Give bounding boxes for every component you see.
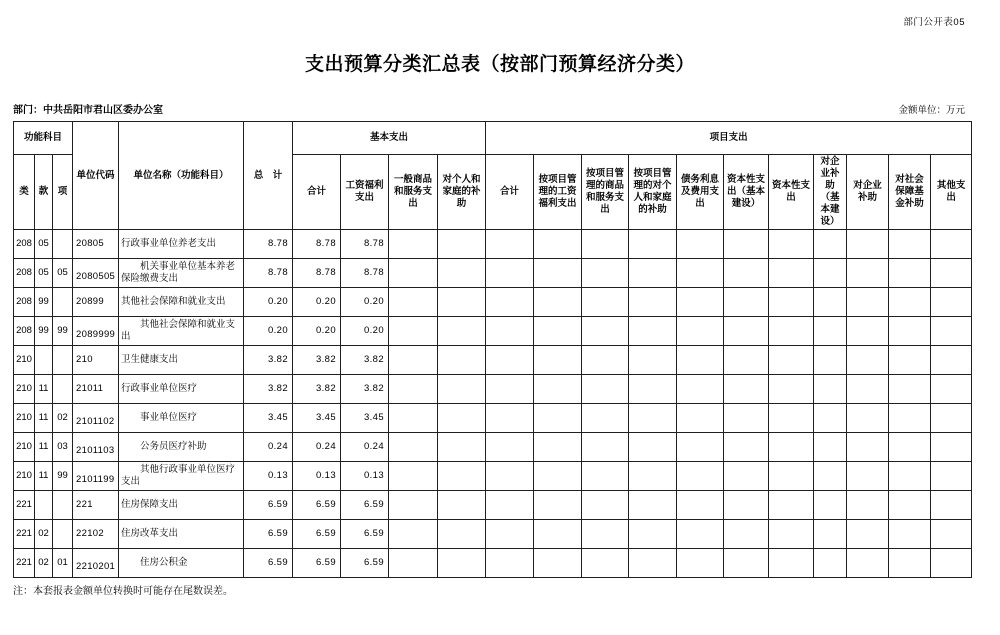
header-row-groups: [14, 122, 972, 155]
header-section: 款: [35, 155, 53, 230]
cell-basic-3: [438, 520, 486, 549]
cell-project-1: [534, 317, 582, 346]
cell-basic-3: [438, 433, 486, 462]
cell-project-3: [629, 375, 677, 404]
cell-unit-code: 21011: [73, 375, 119, 404]
cell-project-7: [814, 375, 847, 404]
cell-project-10: [931, 433, 972, 462]
cell-unit-name: 行政事业单位养老支出: [119, 230, 244, 259]
cell-project-4: [677, 259, 724, 288]
cell-project-9: [889, 346, 931, 375]
cell-basic-2: [389, 230, 438, 259]
cell-project-8: [847, 462, 889, 491]
header-item: 项: [53, 155, 73, 230]
cell-project-5: [724, 230, 769, 259]
cell-project-4: [677, 230, 724, 259]
cell-item: [53, 520, 73, 549]
cell-total: 6.59: [244, 549, 293, 578]
header-basic-wage: 工资福利支出: [341, 155, 389, 230]
cell-project-5: [724, 317, 769, 346]
cell-project-0: [486, 259, 534, 288]
cell-project-7: [814, 491, 847, 520]
cell-project-6: [769, 462, 814, 491]
cell-basic-1: 3.82: [341, 375, 389, 404]
cell-project-6: [769, 346, 814, 375]
header-class: 类: [14, 155, 35, 230]
cell-basic-2: [389, 375, 438, 404]
cell-unit-code: 2080505: [73, 259, 119, 288]
cell-project-1: [534, 288, 582, 317]
cell-project-6: [769, 230, 814, 259]
table-row: [14, 404, 972, 433]
cell-unit-name: 住房公积金: [119, 549, 244, 578]
cell-project-0: [486, 520, 534, 549]
header-func-group: 功能科目: [14, 122, 73, 155]
cell-project-3: [629, 520, 677, 549]
table-row: [14, 491, 972, 520]
cell-project-2: [582, 462, 629, 491]
cell-basic-0: 8.78: [293, 230, 341, 259]
cell-project-9: [889, 230, 931, 259]
cell-project-1: [534, 462, 582, 491]
cell-project-5: [724, 288, 769, 317]
cell-unit-code: 2101103: [73, 433, 119, 462]
cell-basic-1: 6.59: [341, 491, 389, 520]
cell-project-1: [534, 404, 582, 433]
cell-project-8: [847, 404, 889, 433]
cell-basic-3: [438, 230, 486, 259]
cell-basic-1: 3.45: [341, 404, 389, 433]
cell-section: 99: [35, 317, 53, 346]
cell-project-8: [847, 491, 889, 520]
cell-project-8: [847, 317, 889, 346]
cell-project-6: [769, 549, 814, 578]
cell-unit-code: 20805: [73, 230, 119, 259]
cell-class: 210: [14, 433, 35, 462]
doc-label: 部门公开表05: [903, 17, 965, 28]
cell-project-8: [847, 259, 889, 288]
cell-basic-2: [389, 404, 438, 433]
cell-basic-0: 3.45: [293, 404, 341, 433]
cell-class: 208: [14, 230, 35, 259]
cell-project-2: [582, 317, 629, 346]
header-project-goods: 按项目管理的商品和服务支出: [582, 155, 629, 230]
cell-project-3: [629, 404, 677, 433]
cell-project-3: [629, 346, 677, 375]
cell-project-10: [931, 375, 972, 404]
cell-project-9: [889, 433, 931, 462]
cell-project-4: [677, 317, 724, 346]
cell-project-4: [677, 346, 724, 375]
cell-basic-2: [389, 288, 438, 317]
cell-item: [53, 230, 73, 259]
cell-project-3: [629, 433, 677, 462]
cell-section: 05: [35, 259, 53, 288]
cell-item: 03: [53, 433, 73, 462]
cell-basic-0: 6.59: [293, 549, 341, 578]
cell-unit-code: 2101199: [73, 462, 119, 491]
cell-section: 11: [35, 433, 53, 462]
cell-item: 05: [53, 259, 73, 288]
cell-project-10: [931, 520, 972, 549]
cell-unit-name: 卫生健康支出: [119, 346, 244, 375]
cell-basic-1: 8.78: [341, 230, 389, 259]
cell-project-2: [582, 491, 629, 520]
cell-basic-1: 0.13: [341, 462, 389, 491]
cell-unit-code: 2089999: [73, 317, 119, 346]
header-project-wage: 按项目管理的工资福利支出: [534, 155, 582, 230]
cell-unit-name: 其他社会保障和就业支出: [119, 317, 244, 346]
cell-project-7: [814, 404, 847, 433]
cell-total: 3.82: [244, 346, 293, 375]
cell-project-0: [486, 433, 534, 462]
cell-basic-0: 0.20: [293, 288, 341, 317]
cell-project-4: [677, 433, 724, 462]
cell-class: 210: [14, 346, 35, 375]
cell-basic-0: 3.82: [293, 346, 341, 375]
header-project-social-security: 对社会保障基金补助: [889, 155, 931, 230]
cell-project-2: [582, 375, 629, 404]
cell-unit-name: 住房改革支出: [119, 520, 244, 549]
cell-project-6: [769, 375, 814, 404]
cell-item: [53, 288, 73, 317]
cell-project-5: [724, 375, 769, 404]
cell-project-7: [814, 520, 847, 549]
cell-total: 6.59: [244, 491, 293, 520]
cell-section: 11: [35, 404, 53, 433]
cell-project-4: [677, 549, 724, 578]
cell-basic-1: 8.78: [341, 259, 389, 288]
cell-section: 99: [35, 288, 53, 317]
cell-class: 210: [14, 404, 35, 433]
cell-basic-2: [389, 491, 438, 520]
cell-project-2: [582, 288, 629, 317]
cell-project-10: [931, 491, 972, 520]
header-basic-group: 基本支出: [293, 122, 486, 155]
cell-project-9: [889, 520, 931, 549]
cell-class: 208: [14, 259, 35, 288]
cell-basic-3: [438, 346, 486, 375]
cell-unit-name: 事业单位医疗: [119, 404, 244, 433]
cell-total: 0.24: [244, 433, 293, 462]
cell-basic-1: 0.24: [341, 433, 389, 462]
cell-section: 05: [35, 230, 53, 259]
cell-project-7: [814, 259, 847, 288]
table-row: [14, 346, 972, 375]
cell-project-9: [889, 491, 931, 520]
cell-project-6: [769, 288, 814, 317]
cell-basic-3: [438, 549, 486, 578]
cell-basic-3: [438, 288, 486, 317]
cell-project-8: [847, 288, 889, 317]
meta-row: [13, 101, 965, 116]
header-project-subtotal: 合计: [486, 155, 534, 230]
cell-unit-code: 2210201: [73, 549, 119, 578]
cell-section: 02: [35, 520, 53, 549]
header-basic-goods: 一般商品和服务支出: [389, 155, 438, 230]
cell-section: 11: [35, 375, 53, 404]
cell-item: [53, 346, 73, 375]
cell-project-4: [677, 520, 724, 549]
cell-basic-0: 0.24: [293, 433, 341, 462]
cell-project-10: [931, 549, 972, 578]
cell-basic-1: 0.20: [341, 317, 389, 346]
cell-project-6: [769, 433, 814, 462]
cell-basic-2: [389, 549, 438, 578]
cell-project-1: [534, 346, 582, 375]
header-basic-personal: 对个人和家庭的补助: [438, 155, 486, 230]
cell-project-1: [534, 549, 582, 578]
cell-basic-1: 3.82: [341, 346, 389, 375]
cell-basic-1: 6.59: [341, 520, 389, 549]
cell-class: 210: [14, 462, 35, 491]
cell-project-9: [889, 259, 931, 288]
cell-total: 3.82: [244, 375, 293, 404]
cell-project-9: [889, 549, 931, 578]
cell-project-2: [582, 346, 629, 375]
table-row: [14, 375, 972, 404]
cell-basic-2: [389, 520, 438, 549]
table-row: [14, 317, 972, 346]
cell-project-3: [629, 230, 677, 259]
cell-project-10: [931, 230, 972, 259]
cell-project-7: [814, 317, 847, 346]
cell-project-4: [677, 462, 724, 491]
cell-project-0: [486, 288, 534, 317]
cell-project-7: [814, 462, 847, 491]
cell-project-2: [582, 230, 629, 259]
cell-basic-1: 6.59: [341, 549, 389, 578]
cell-section: [35, 346, 53, 375]
cell-project-8: [847, 433, 889, 462]
cell-project-6: [769, 520, 814, 549]
cell-basic-2: [389, 462, 438, 491]
cell-basic-2: [389, 346, 438, 375]
header-basic-subtotal: 合计: [293, 155, 341, 230]
cell-project-1: [534, 520, 582, 549]
cell-unit-name: 行政事业单位医疗: [119, 375, 244, 404]
cell-project-10: [931, 317, 972, 346]
cell-basic-0: 0.20: [293, 317, 341, 346]
cell-project-0: [486, 346, 534, 375]
cell-class: 221: [14, 520, 35, 549]
cell-project-10: [931, 259, 972, 288]
cell-project-5: [724, 491, 769, 520]
cell-total: 6.59: [244, 520, 293, 549]
table-row: [14, 433, 972, 462]
cell-project-9: [889, 288, 931, 317]
cell-total: 0.20: [244, 288, 293, 317]
header-unit-name: 单位名称（功能科目）: [119, 122, 244, 230]
cell-project-10: [931, 462, 972, 491]
cell-basic-3: [438, 491, 486, 520]
cell-project-5: [724, 259, 769, 288]
cell-project-9: [889, 462, 931, 491]
cell-total: 3.45: [244, 404, 293, 433]
cell-project-2: [582, 433, 629, 462]
cell-item: 99: [53, 317, 73, 346]
cell-project-8: [847, 375, 889, 404]
cell-project-7: [814, 288, 847, 317]
cell-project-5: [724, 433, 769, 462]
department-label: 部门：中共岳阳市君山区委办公室: [13, 105, 163, 116]
cell-project-6: [769, 317, 814, 346]
cell-project-7: [814, 346, 847, 375]
cell-project-3: [629, 491, 677, 520]
cell-project-3: [629, 549, 677, 578]
cell-item: 01: [53, 549, 73, 578]
header-project-capital: 资本性支出: [769, 155, 814, 230]
cell-project-6: [769, 404, 814, 433]
header-unit-code: 单位代码: [73, 122, 119, 230]
cell-unit-code: 22102: [73, 520, 119, 549]
cell-project-3: [629, 317, 677, 346]
cell-basic-2: [389, 433, 438, 462]
cell-project-0: [486, 462, 534, 491]
cell-item: 02: [53, 404, 73, 433]
cell-project-5: [724, 346, 769, 375]
table-row: [14, 230, 972, 259]
cell-section: [35, 491, 53, 520]
cell-project-2: [582, 404, 629, 433]
cell-project-1: [534, 259, 582, 288]
table-row: [14, 259, 972, 288]
cell-unit-name: 其他行政事业单位医疗支出: [119, 462, 244, 491]
cell-project-3: [629, 259, 677, 288]
cell-project-9: [889, 404, 931, 433]
cell-basic-3: [438, 317, 486, 346]
cell-project-5: [724, 549, 769, 578]
cell-project-10: [931, 288, 972, 317]
header-project-personal: 按项目管理的对个人和家庭的补助: [629, 155, 677, 230]
cell-project-10: [931, 346, 972, 375]
cell-project-4: [677, 404, 724, 433]
cell-unit-name: 其他社会保障和就业支出: [119, 288, 244, 317]
cell-project-0: [486, 491, 534, 520]
cell-project-4: [677, 491, 724, 520]
cell-unit-code: 2101102: [73, 404, 119, 433]
cell-project-1: [534, 375, 582, 404]
cell-basic-3: [438, 375, 486, 404]
cell-project-4: [677, 375, 724, 404]
header-project-enterprise-construction: 对企业补助（基本建设）: [814, 155, 847, 230]
cell-section: 11: [35, 462, 53, 491]
cell-project-2: [582, 549, 629, 578]
table-row: [14, 549, 972, 578]
cell-project-3: [629, 288, 677, 317]
cell-section: 02: [35, 549, 53, 578]
cell-project-1: [534, 230, 582, 259]
cell-project-0: [486, 375, 534, 404]
cell-project-0: [486, 404, 534, 433]
cell-basic-2: [389, 259, 438, 288]
cell-project-8: [847, 346, 889, 375]
cell-unit-name: 公务员医疗补助: [119, 433, 244, 462]
cell-basic-3: [438, 259, 486, 288]
cell-unit-name: 住房保障支出: [119, 491, 244, 520]
cell-class: 221: [14, 549, 35, 578]
cell-item: 99: [53, 462, 73, 491]
page-title: 支出预算分类汇总表（按部门预算经济分类）: [304, 54, 695, 75]
table-row: [14, 462, 972, 491]
cell-total: 0.13: [244, 462, 293, 491]
cell-project-8: [847, 549, 889, 578]
cell-item: [53, 375, 73, 404]
cell-project-7: [814, 549, 847, 578]
header-project-group: 项目支出: [486, 122, 972, 155]
cell-project-7: [814, 433, 847, 462]
cell-class: 210: [14, 375, 35, 404]
table-row: [14, 288, 972, 317]
cell-basic-0: 6.59: [293, 491, 341, 520]
cell-project-4: [677, 288, 724, 317]
cell-basic-1: 0.20: [341, 288, 389, 317]
amount-unit-label: 金额单位：万元: [898, 105, 965, 116]
cell-class: 208: [14, 288, 35, 317]
cell-unit-code: 20899: [73, 288, 119, 317]
cell-total: 8.78: [244, 259, 293, 288]
cell-project-2: [582, 520, 629, 549]
cell-class: 208: [14, 317, 35, 346]
cell-project-0: [486, 549, 534, 578]
header-project-capital-construction: 资本性支出（基本建设）: [724, 155, 769, 230]
table-row: [14, 520, 972, 549]
cell-basic-0: 3.82: [293, 375, 341, 404]
cell-basic-3: [438, 462, 486, 491]
header-project-debt-interest: 债务利息及费用支出: [677, 155, 724, 230]
cell-project-6: [769, 491, 814, 520]
cell-project-5: [724, 520, 769, 549]
cell-project-1: [534, 433, 582, 462]
cell-basic-0: 8.78: [293, 259, 341, 288]
cell-project-10: [931, 404, 972, 433]
cell-basic-0: 6.59: [293, 520, 341, 549]
cell-project-9: [889, 375, 931, 404]
budget-table: [13, 121, 972, 578]
cell-project-9: [889, 317, 931, 346]
header-grand-total: 总 计: [244, 122, 293, 230]
cell-unit-code: 210: [73, 346, 119, 375]
cell-project-2: [582, 259, 629, 288]
cell-basic-0: 0.13: [293, 462, 341, 491]
cell-total: 0.20: [244, 317, 293, 346]
footnote: 注：本套报表金额单位转换时可能存在尾数误差。: [13, 586, 233, 597]
header-project-other: 其他支出: [931, 155, 972, 230]
cell-basic-2: [389, 317, 438, 346]
cell-project-8: [847, 520, 889, 549]
cell-item: [53, 491, 73, 520]
cell-project-7: [814, 230, 847, 259]
cell-project-0: [486, 230, 534, 259]
cell-project-8: [847, 230, 889, 259]
cell-class: 221: [14, 491, 35, 520]
cell-project-6: [769, 259, 814, 288]
cell-unit-code: 221: [73, 491, 119, 520]
cell-project-3: [629, 462, 677, 491]
cell-basic-3: [438, 404, 486, 433]
cell-total: 8.78: [244, 230, 293, 259]
cell-project-1: [534, 491, 582, 520]
cell-project-5: [724, 462, 769, 491]
cell-project-0: [486, 317, 534, 346]
cell-unit-name: 机关事业单位基本养老保险缴费支出: [119, 259, 244, 288]
cell-project-5: [724, 404, 769, 433]
header-project-enterprise: 对企业补助: [847, 155, 889, 230]
table-body: [14, 230, 972, 578]
